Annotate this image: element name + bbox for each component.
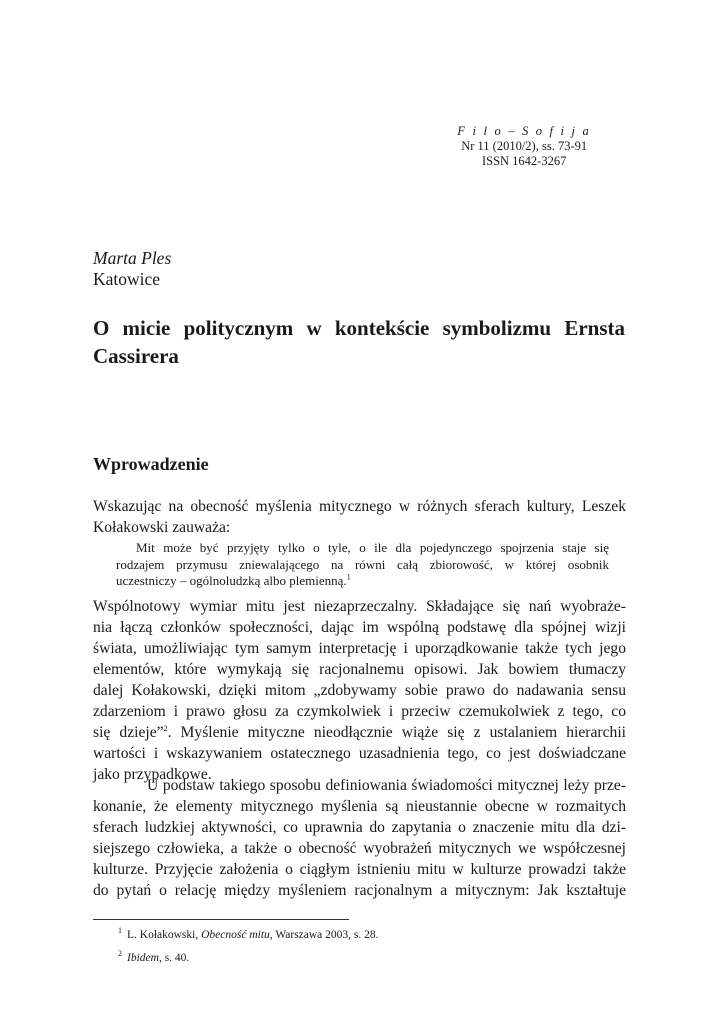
- footnote-2: [118, 947, 189, 965]
- author-affiliation: Katowice: [93, 269, 161, 289]
- journal-issn: ISSN 1642-3267: [481, 154, 567, 168]
- text-line: U podstaw takiego sposobu definiowania świadomości mitycznej leży prze-: [147, 777, 626, 794]
- footnote-text: , s. 40.: [158, 951, 190, 964]
- body-paragraph-2: [93, 775, 626, 901]
- quote-text: uczestniczy – ogólnoludzką albo plemienną.: [116, 573, 347, 588]
- author-name: Marta Ples: [93, 248, 172, 268]
- text-line: Wskazując na obecność myślenia mitycznego w różnych sferach kultury, Leszek: [93, 498, 626, 515]
- body-paragraph-1: [93, 596, 626, 785]
- text-line: sferach ludzkiej aktywności, co uprawnia do zapytania o znaczenie mitu dla dzi-: [93, 819, 626, 836]
- block-quote: [116, 540, 609, 590]
- text-line: kulturze. Przyjęcie założenia o ciągłym istnieniu mitu w kulturze prowadzi także: [93, 861, 626, 878]
- article-title: [93, 314, 625, 370]
- text-line: elementów, które wymykają się racjonalnemu opisowi. Jak bowiem tłumaczy: [93, 661, 626, 678]
- title-line: O micie politycznym w kontekście symbolizmu Ernsta: [93, 316, 625, 340]
- quote-line: Mit może być przyjęty tylko o tyle, o ile dla pojedynczego spojrzenia staje się: [136, 540, 609, 555]
- footnote-work-title: Obecność mitu: [201, 928, 270, 941]
- text-line: zdarzeniom i prawo głosu za czymkolwiek i przeciw czemukolwiek z tego, co: [93, 703, 626, 720]
- text-line: Wspólnotowy wymiar mitu jest niezaprzeczalny. Składające się nań wyobraże-: [93, 598, 626, 615]
- quote-line: [116, 573, 609, 590]
- text-fragment: się dzieje”: [93, 724, 164, 741]
- footnote-text: L. Kołakowski,: [127, 928, 202, 941]
- journal-header: [457, 124, 591, 169]
- footnote-1: [118, 924, 379, 942]
- text-line: jako przypadkowe.: [93, 766, 212, 783]
- journal-issue: Nr 11 (2010/2), ss. 73-91: [461, 139, 588, 153]
- text-line: konanie, że elementy mitycznego myślenia są nieustannie obecne w rozmaitych: [93, 798, 626, 815]
- text-line: dalej Kołakowski, dzięki mitom „zdobywamy sobie prawo do nadawania sensu: [93, 682, 626, 699]
- quote-line: rodzajem przymusu zniewalającego na równi całą zbiorowość, w której osobnik: [116, 556, 609, 572]
- text-line: siejszego człowieka, a także o obecność wyobrażeń mitycznych we współczesnej: [93, 840, 626, 857]
- footnote-ref-1[interactable]: 1: [346, 572, 351, 582]
- section-heading: Wprowadzenie: [93, 454, 209, 474]
- intro-paragraph: [93, 496, 626, 538]
- text-line: wartości i wskazywaniem ostatecznego uzasadnienia tego, co jest doświadczane: [93, 745, 626, 762]
- journal-name: F i l o – S o f i j a: [457, 124, 591, 138]
- title-line: Cassirera: [93, 344, 179, 368]
- text-line: świata, umożliwiając tym samym interpretację i uporządkowanie także tych jego: [93, 640, 626, 657]
- footnote-number: 1: [118, 926, 122, 935]
- text-line: nia łączą członków społeczności, dając im wspólną podstawę dla spójnej wizji: [93, 619, 626, 636]
- text-line: Kołakowski zauważa:: [93, 519, 231, 536]
- text-fragment: . Myślenie mityczne nieodłącznie wiąże się z ustalaniem hierarchii: [167, 724, 626, 741]
- footnote-work-title: Ibidem: [127, 951, 159, 964]
- text-line: do pytań o relację między myśleniem racjonalnym a mitycznym: Jak kształtuje: [93, 882, 626, 899]
- footnote-ref-2[interactable]: 2: [163, 723, 168, 733]
- author-block: [93, 248, 171, 290]
- footnote-number: 2: [118, 949, 122, 958]
- text-line: [93, 722, 626, 743]
- footnote-text: , Warszawa 2003, s. 28.: [269, 928, 379, 941]
- footnote-divider: [93, 919, 349, 920]
